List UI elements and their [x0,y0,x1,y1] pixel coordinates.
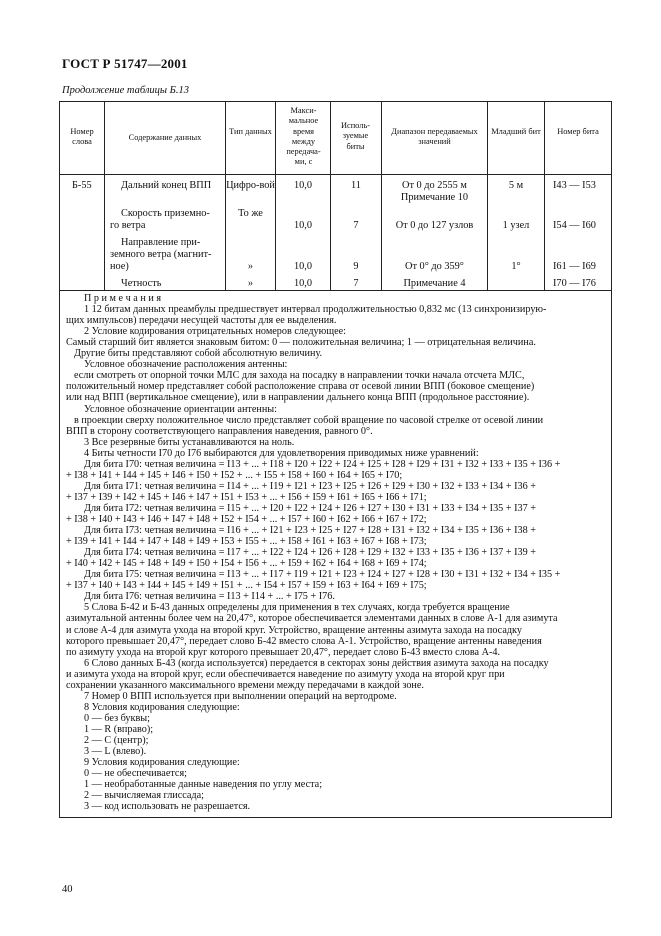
row4-bits: 7 [353,278,359,289]
row2-lsb: 1 узел [502,220,530,231]
page-number: 40 [62,884,73,895]
note-line: сохранении указанного максимального времени между передачами в каждой зоне. [66,679,424,691]
note-line: Для бита I75: четная величина = I13 + ... + I17 + I19 + I21 + I23 + I24 + I27 + I28 + I30 + I31 + I32 + I34 + I35 + [84,569,561,581]
row3-content-cont: земного ветра (магнит- [110,249,212,260]
row1-bits: 11 [351,180,361,191]
note-line: 6 Слово данных Б-43 (когда используется) передается в секторах зоны действия азимута захода на посадку [84,657,549,669]
row1-range: От 0 до 2555 м [402,180,467,191]
row3-bits: 9 [353,261,359,272]
note-line: азимутальной антенны более чем на 20,47°, которое обеспечивается элементами данных в слове А-1 для азимута [66,613,558,625]
note-line: по азимуту ухода на второй круг которого превышает 20,47°, передает слово Б-43 вместо слова А-4. [66,646,501,658]
note-line: Для бита I76: четная величина = I13 + I14 + ... + I75 + I76. [84,591,335,603]
col-header-lsb: Младший бит [491,127,541,136]
row2-bitno: I54 — I60 [553,220,596,231]
col-header-range: Диапазон передаваемых значений [391,127,478,147]
col-header-content: Содержание данных [128,133,202,142]
note-line: 7 Номер 0 ВПП используется при выполнении операций на вертодроме. [84,690,397,702]
note-line: Для бита I73: четная величина = I16 + ... + I21 + I23 + I25 + I27 + I28 + I31 + I32 + I34 + I35 + I36 + I38 + [84,525,536,537]
row2-time: 10,0 [293,220,313,231]
row1-bitno: I43 — I53 [553,180,596,191]
row1-word: Б-55 [72,180,92,191]
note-line: 0 — не обеспечивается; [84,768,187,780]
note-line: 1 — необработанные данные наведения по углу места; [84,779,323,791]
table-caption: Продолжение таблицы Б.13 [62,85,189,96]
note-line: щих импульсов) передачи несущей частоты для ее выделения. [66,315,337,327]
page-header-title: ГОСТ Р 51747—2001 [62,56,188,71]
note-line: Для бита I70: четная величина = I13 + ... + I18 + I20 + I22 + I24 + I25 + I28 + I29 + I31 + I32 + I33 + I35 + I36 + [84,458,561,470]
row3-bitno: I61 — I69 [553,261,596,272]
col-header-type: Тип данных [229,127,272,136]
notes-heading: П р и м е ч а н и я [84,293,162,304]
row4-content: Четность [121,278,162,289]
note-line: 4 Биты четности I70 до I76 выбираются для удовлетворения приводимых ниже уравнений: [84,447,479,459]
row3-range: От 0° до 359° [405,261,464,272]
note-line: положительный номер представляет собой расположение справа от осевой линии ВПП (боковое смещение) [66,381,535,393]
note-line: 0 — без буквы; [84,712,150,724]
col-header-word-number: Номер слова [70,127,94,147]
row2-content-cont: го ветра [110,220,146,231]
note-line: 3 — L (влево). [84,746,147,758]
row2-bits: 7 [353,220,359,231]
note-line: 9 Условия кодирования следующие: [84,757,240,769]
note-line: 1 12 битам данных преамбулы предшествует интервал продолжительностью 0,832 мс (13 синхронизирую- [84,304,547,316]
row3-content: Направление при- [121,237,201,248]
note-line: и азимута ухода на второй круг, если обеспечивается наведение по азимуту ухода на второй круг при [66,668,505,680]
row3-lsb: 1° [511,261,521,272]
note-line: 8 Условия кодирования следующие: [84,701,240,713]
note-line: Условное обозначение ориентации антенны: [84,403,277,415]
note-line: + I38 + I41 + I44 + I45 + I46 + I50 + I52 + ... + I55 + I58 + I60 + I64 + I65 + I70; [66,469,403,481]
note-line: 2 — вычисляемая глиссада; [84,790,204,802]
row2-content: Скорость приземно- [121,208,210,219]
note-line: + I38 + I40 + I43 + I46 + I47 + I48 + I52 + I54 + ... + I57 + I60 + I62 + I66 + I67 + I72; [66,514,427,525]
note-line: 3 Все резервные биты устанавливаются на ноль. [84,436,295,448]
note-line: + I40 + I42 + I45 + I48 + I49 + I50 + I54 + I56 + ... + I59 + I62 + I64 + I68 + I69 + I74; [66,558,427,570]
col-header-bit-number: Номер бита [557,127,599,136]
note-line: Для бита I71: четная величина = I14 + ... + I19 + I21 + I23 + I25 + I26 + I29 + I30 + I32 + I33 + I34 + I36 + [84,480,536,492]
row3-type: » [247,261,254,272]
note-line: которого превышает 20,47°, передает слово Б-42 вместо слова А-1. Устройство, вращение антенны наведения [66,635,542,647]
note-line: 2 Условие кодирования отрицательных номеров следующее: [84,326,346,338]
note-line: Для бита I74: четная величина = I17 + ... + I22 + I24 + I26 + I28 + I29 + I32 + I33 + I35 + I36 + I37 + I39 + [84,547,536,559]
col-header-used-bits: Исполь-зуемые биты [340,121,371,151]
row1-type: Цифро-вой [226,180,275,191]
row2-type: То же [238,208,263,219]
col-header-max-time: Макси-мальное время между передача-ми, с [286,106,321,167]
row3-content-cont2: ное) [110,261,129,272]
note-line: 5 Слова Б-42 и Б-43 данных определены для применения в тех случаях, когда требуется вращение [84,602,510,614]
note-line: ВПП в сторону соответствующего направления наведения, равного 0°. [66,425,373,437]
row2-range: От 0 до 127 узлов [395,220,474,231]
row1-content: Дальний конец ВПП [121,180,212,191]
row1-lsb: 5 м [508,180,524,191]
row4-type: » [247,278,254,289]
note-line: и слове А-4 для азимута ухода на второй круг. Устройство, вращение антенны азимута захода на посадку [66,624,522,636]
row4-range: Примечание 4 [403,278,466,289]
note-line: 3 — код использовать не разрешается. [84,801,251,813]
note-line: Другие биты представляют собой абсолютную величину. [74,348,323,360]
note-line: + I37 + I39 + I42 + I45 + I46 + I47 + I51 + I53 + ... + I56 + I59 + I61 + I65 + I66 + I71; [66,491,427,503]
row4-time: 10,0 [293,278,313,289]
row1-time: 10,0 [293,180,313,191]
row3-time: 10,0 [293,261,313,272]
note-line: если смотреть от опорной точки МЛС для захода на посадку в направлении точки начала отсчета МЛС, [74,370,525,382]
note-line: Условное обозначение расположения антенны: [84,359,288,371]
note-line: или над ВПП (вертикальное смещение), или в направлении дальнего конца ВПП (продольное расстояние). [66,392,530,404]
note-line: Для бита I72: четная величина = I15 + ... + I20 + I22 + I24 + I26 + I27 + I30 + I31 + I33 + I34 + I35 + I37 + [84,502,536,514]
row1-range-note: Примечание 10 [400,192,469,203]
note-line: в проекции сверху положительное число представляет собой вращение по часовой стрелке от осевой линии [74,414,544,426]
note-line: + I39 + I41 + I44 + I47 + I48 + I49 + I53 + I55 + ... + I58 + I61 + I63 + I67 + I68 + I73; [66,536,427,548]
note-line: + I37 + I40 + I43 + I44 + I45 + I49 + I51 + ... + I54 + I57 + I59 + I63 + I64 + I69 + I75; [66,580,427,592]
note-line: 2 — С (центр); [84,735,149,746]
note-line: Самый старший бит является знаковым битом: 0 — положительная величина; 1 — отрицательная величина. [66,337,536,349]
note-line: 1 — R (вправо); [84,723,154,735]
row4-bitno: I70 — I76 [553,278,596,289]
